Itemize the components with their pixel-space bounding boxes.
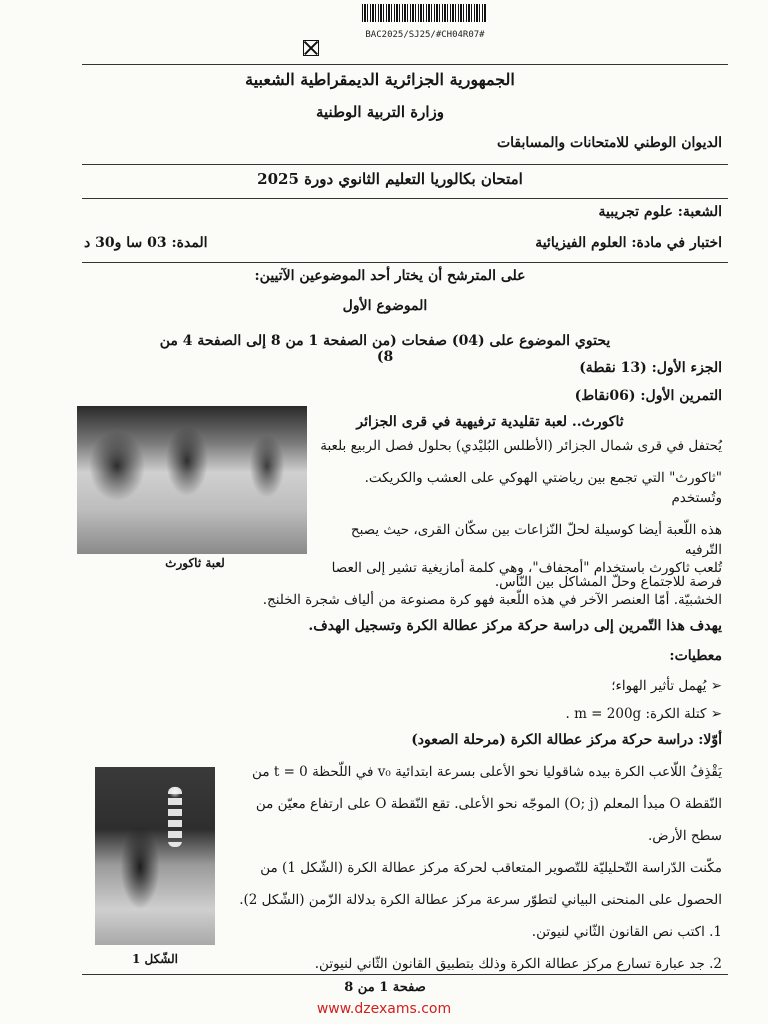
question-2: 2. جد عبارة تسارع مركز عطالة الكرة وذلك بتطبيق القانون الثّاني لنيوتن. (314, 956, 722, 972)
duration-label: المدة: 03 سا و30 د (84, 235, 208, 251)
pages-note: يحتوي الموضوع على (04) صفحات (من الصفحة 1 من 8 إلى الصفحة 4 من 8) (159, 333, 611, 365)
footer-rule (82, 974, 728, 975)
question-line-4: مكّنت الدّراسة التّحليليّة للتّصوير المتعاقب لحركة مركز عطالة الكرة (الشّكل 1) من (260, 860, 722, 876)
question-line-3: سطح الأرض. (648, 828, 722, 844)
ministry-title: وزارة التربية الوطنية (315, 103, 444, 121)
paragraph-1-line-4: فرصة للاجتماع وحلّ المشاكل بين النّاس. (494, 574, 722, 590)
figure-1-photo (95, 767, 215, 945)
data-item-1-text: يُهمل تأثير الهواء؛ (611, 678, 707, 694)
question-block (232, 762, 722, 974)
exam-title: امتحان بكالوريا التعليم الثانوي دورة 2025 (257, 170, 523, 188)
ball-trajectory-dots (168, 787, 182, 847)
website-link[interactable]: www.dzexams.com (316, 1001, 452, 1017)
exercise-title: ثاكورث.. لعبة تقليدية ترفيهية في قرى الجزائر (356, 414, 624, 430)
branch-label: الشعبة: علوم تجريبية (598, 204, 722, 220)
question-line-2: النّقطة O مبدأ المعلم (O; j) الموجّه نحو الأعلى. تقع النّقطة O على ارتفاع معيّن من (255, 796, 722, 812)
republic-title: الجمهورية الجزائرية الديمقراطية الشعبية (245, 70, 515, 89)
paragraph-2-line-2: الخشبيّة. أمّا العنصر الآخر في هذه اللّعبة فهو كرة مصنوعة من ألياف شجرة الخلنج. (262, 592, 722, 608)
arrow-bullet-icon: ➢ (710, 706, 722, 722)
paragraph-2-line-1: تُلعب ثاكورث باستخدام "أمجفاف"، وهي كلمة أمازيغية تشير إلى العصا (331, 560, 722, 576)
paragraph-2 (84, 558, 722, 610)
part-label: الجزء الأول: (13 نقطة) (579, 360, 722, 376)
paragraph-1-line-2: "ثاكورث" التي تجمع بين رياضتي الهوكي على العشب والكريكت. وتُستخدم (364, 470, 722, 506)
exercise-label: التمرين الأول: (06نقاط) (574, 388, 722, 404)
goal-statement: يهدف هذا التّمرين إلى دراسة حركة مركز عطالة الكرة وتسجيل الهدف. (308, 618, 722, 634)
data-item-2-text: كتلة الكرة: m = 200g . (565, 706, 707, 722)
page-number: صفحة 1 من 8 (344, 980, 426, 995)
office-title: الديوان الوطني للامتحانات والمسابقات (496, 135, 722, 151)
header-rule-2 (82, 164, 728, 165)
question-line-5: الحصول على المنحنى البياني لتطوّر سرعة مركز عطالة الكرة بدلالة الزّمن (الشّكل 2). (239, 892, 722, 908)
photo1-caption: لعبة ثاكورث (165, 556, 225, 570)
arrow-bullet-icon: ➢ (710, 678, 722, 694)
topic-title: الموضوع الأول (342, 298, 428, 314)
question-line-1: يَقْذِفُ اللّاعب الكرة بيده شاقوليا نحو الأعلى بسرعة ابتدائية v₀ في اللّحظة t = 0 من (252, 764, 722, 780)
data-item-2 (400, 704, 722, 724)
data-item-1 (400, 676, 722, 696)
header-rule-top (82, 64, 728, 65)
header-rule-3 (82, 198, 728, 199)
checkbox-mark-icon (303, 40, 319, 56)
header-rule-4 (82, 262, 728, 263)
barcode (362, 4, 486, 22)
paragraph-1-line-3: هذه اللّعبة أيضا كوسيلة لحلّ النّزاعات بين سكّان القرى، حيث يصبح التّرفيه (350, 522, 722, 558)
question-1: 1. اكتب نص القانون الثّاني لنيوتن. (531, 924, 722, 940)
paragraph-1-line-1: يُحتفل في قرى شمال الجزائر (الأطلس البُليْدي) بحلول فصل الربيع بلعبة (320, 438, 722, 454)
document-code: BAC2025/SJ25/#CH04R07# (365, 30, 485, 40)
thakourth-photo (77, 406, 307, 554)
section-first: أوّلا: دراسة حركة مركز عطالة الكرة (مرحلة الصعود) (411, 732, 722, 748)
figure-1-caption: الشّكل 1 (132, 952, 178, 966)
data-title: معطيات: (669, 648, 722, 664)
subject-label: اختبار في مادة: العلوم الفيزيائية (535, 235, 722, 251)
choose-instruction: على المترشح أن يختار أحد الموضوعين الآتيين: (254, 268, 526, 284)
